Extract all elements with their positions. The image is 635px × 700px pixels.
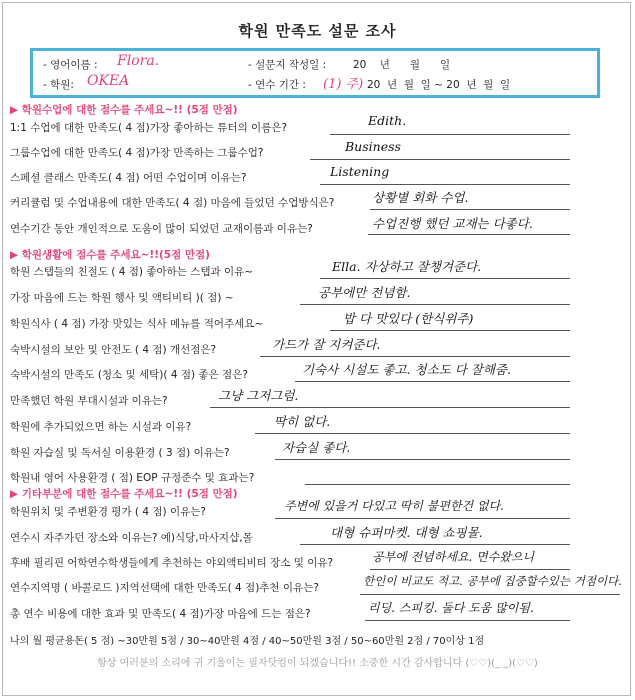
answer-line bbox=[360, 594, 620, 595]
academy-value: OKEA bbox=[87, 73, 130, 89]
name-label: - 영어이름 : bbox=[43, 59, 98, 71]
footer-note: 항상 여러분의 소리에 귀 기울이는 필자닷컴이 되겠습니다!! 소중한 시간 감사합니다 (♡♡)(_ _)(♡♡) bbox=[97, 658, 538, 669]
answer-5: 수업진행 했던 교재는 다좋다. bbox=[372, 216, 533, 231]
answer-line bbox=[320, 184, 570, 185]
answer-line bbox=[255, 433, 570, 434]
academy-label: - 학원: bbox=[43, 79, 74, 91]
answer-1: Edith. bbox=[368, 113, 407, 128]
answer-line bbox=[330, 330, 570, 331]
answer-2: Business bbox=[345, 139, 401, 154]
answer-10: 기숙사 시설도 좋고. 청소도 다 잘해줌. bbox=[302, 362, 511, 377]
answer-6: Ella. 자상하고 잘챙겨준다. bbox=[332, 259, 482, 274]
question-17: 후배 필리핀 어학연수학생들에게 추천하는 야외액티비티 장소 및 이유? bbox=[10, 557, 334, 569]
answer-3: Listening bbox=[330, 164, 390, 179]
question-9: 숙박시설의 보안 및 안전도 ( 4 점) 개선점은? bbox=[10, 344, 217, 356]
answer-line bbox=[365, 620, 570, 621]
answer-12: 딱히 없다. bbox=[274, 414, 331, 429]
question-14: 학원내 영어 사용환경 ( 점) EOP 규정준수 및 효과는? bbox=[10, 472, 255, 484]
answer-17: 공부에 전념하세요. 면수왔으니 bbox=[372, 550, 535, 564]
question-10: 숙박시설의 만족도 (청소 및 세탁)( 4 점) 좋은 점은? bbox=[10, 369, 248, 381]
answer-line bbox=[300, 304, 570, 305]
period-value: 20 년 월 일 ~ 20 년 월 일 bbox=[367, 79, 511, 91]
answer-line bbox=[295, 381, 570, 382]
section-other-header: ▶ 기타부분에 대한 점수를 주세요~!! (5점 만점) bbox=[10, 488, 238, 500]
date-value: 20 년 월 일 bbox=[353, 59, 451, 71]
answer-13: 자습실 좋다. bbox=[282, 440, 351, 455]
question-5: 연수기간 동안 개인적으로 도움이 많이 되었던 교재이름과 이유는? bbox=[10, 223, 313, 235]
answer-line bbox=[320, 278, 570, 279]
period-hand: (1) 주) bbox=[323, 77, 364, 92]
answer-line bbox=[275, 459, 570, 460]
answer-line bbox=[370, 209, 570, 210]
answer-line bbox=[260, 356, 570, 357]
answer-line bbox=[305, 484, 570, 485]
answer-line bbox=[210, 407, 570, 408]
answer-line bbox=[330, 134, 570, 135]
answer-11: 그냥 그저그럼. bbox=[218, 388, 299, 403]
period-label: - 연수 기간 : bbox=[248, 79, 306, 91]
question-16: 연수시 자주가던 장소와 이유는? 예)식당,마사지샵,몰 bbox=[10, 532, 253, 544]
answer-4: 상황별 회화 수업. bbox=[372, 190, 469, 205]
answer-9: 가드가 잘 지켜준다. bbox=[272, 337, 381, 352]
answer-line bbox=[310, 159, 570, 160]
question-6: 학원 스탭들의 친절도 ( 4 점) 좋아하는 스탭과 이유~ bbox=[10, 266, 254, 278]
info-box bbox=[30, 48, 600, 98]
answer-8: 밥 다 맛있다 (한식위주) bbox=[343, 311, 474, 326]
question-3: 스페셜 클래스 만족도( 4 점) 어떤 수업이며 이유는? bbox=[10, 172, 247, 184]
answer-line bbox=[275, 518, 570, 519]
answer-7: 공부에만 전념함. bbox=[318, 285, 411, 300]
section-classes-header: ▶ 학원수업에 대한 점수를 주세요~!! (5점 만점) bbox=[10, 104, 238, 116]
question-2: 그룹수업에 대한 만족도( 4 점)가장 만족하는 그룹수업? bbox=[10, 147, 264, 159]
answer-19: 리딩. 스피킹. 둘다 도움 많이됨. bbox=[368, 601, 534, 615]
answer-line bbox=[368, 234, 570, 235]
question-18: 연수지역명 ( 바콜로드 )지역선택에 대한 만족도( 4 점)추천 이유는? bbox=[10, 582, 319, 594]
question-7: 가장 마음에 드는 학원 행사 및 액티비티 )( 점) ~ bbox=[10, 292, 234, 304]
question-19: 총 연수 비용에 대한 효과 및 만족도( 4 점)가장 마음에 드는 점은? bbox=[10, 608, 311, 620]
answer-16: 대형 슈퍼마켓. 대형 쇼핑몰. bbox=[330, 525, 483, 540]
page-title: 학원 만족도 설문 조사 bbox=[238, 22, 397, 40]
question-13: 학원 자습실 및 독서실 이용환경 ( 3 점) 이유는? bbox=[10, 447, 230, 459]
section-life-header: ▶ 학원생활에 점수를 주세요~!!(5점 만점) bbox=[10, 249, 210, 261]
answer-15: 주변에 있을거 다있고 딱히 불편한건 없다. bbox=[284, 499, 504, 513]
question-20: 나의 월 평균용돈( 5 점) ~30만원 5점 / 30~40만원 4점 / 40~50만원 3점 / 50~60만원 2점 / 70이상 1점 bbox=[10, 636, 485, 647]
question-11: 만족했던 학원 부대시설과 이유는? bbox=[10, 395, 168, 407]
question-15: 학원위치 및 주변환경 평가 ( 4 점) 이유는? bbox=[10, 506, 206, 518]
answer-18: 한인이 비교도 적고. 공부에 집중할수있는 거점이다. bbox=[363, 574, 622, 588]
answer-line bbox=[300, 544, 570, 545]
answer-line bbox=[370, 569, 570, 570]
date-label: - 설문지 작성일 : bbox=[248, 59, 327, 71]
question-8: 학원식사 ( 4 점) 가장 맛있는 식사 메뉴를 적어주세요~ bbox=[10, 318, 264, 330]
question-12: 학원에 추가되었으면 하는 시설과 이유? bbox=[10, 421, 192, 433]
question-1: 1:1 수업에 대한 만족도( 4 점)가장 좋아하는 튜터의 이름은? bbox=[10, 122, 288, 134]
name-value: Flora. bbox=[117, 53, 160, 69]
question-4: 커리큘럼 및 수업내용에 대한 만족도( 4 점) 마음에 들었던 수업방식은? bbox=[10, 197, 335, 209]
